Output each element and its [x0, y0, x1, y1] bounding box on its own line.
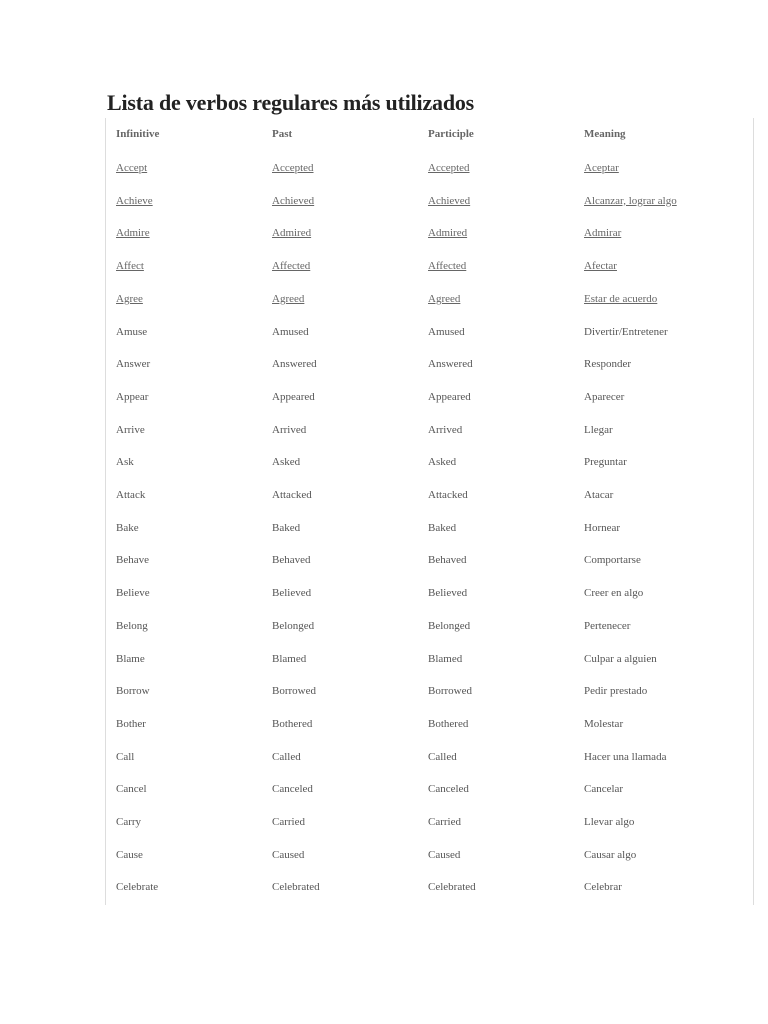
cell-participle: Bothered: [428, 717, 469, 730]
cell-participle: Borrowed: [428, 685, 472, 698]
cell-participle: Asked: [428, 456, 457, 469]
cell-meaning: Celebrar: [584, 881, 622, 894]
cell-meaning: Atacar: [584, 489, 614, 501]
cell-past[interactable]: Accepted: [272, 162, 314, 174]
cell-participle: Arrived: [428, 423, 463, 436]
cell-infinitive: Appear: [116, 390, 149, 403]
header-meaning: Meaning: [584, 128, 626, 140]
table-row[interactable]: [106, 289, 753, 309]
cell-infinitive[interactable]: Affect: [116, 260, 144, 273]
cell-participle[interactable]: Accepted: [428, 162, 470, 174]
cell-infinitive: Ask: [116, 456, 134, 469]
cell-participle: Believed: [428, 587, 468, 600]
table-row: [106, 714, 753, 734]
cell-past: Behaved: [272, 554, 311, 567]
header-infinitive: Infinitive: [116, 128, 160, 140]
table-row: [106, 322, 753, 342]
cell-participle: Celebrated: [428, 881, 476, 894]
table-row: [106, 616, 753, 636]
cell-participle: Belonged: [428, 619, 471, 632]
table-row: [106, 485, 753, 505]
cell-past: Caused: [272, 848, 305, 861]
cell-past: Appeared: [272, 390, 315, 403]
cell-past: Called: [272, 750, 301, 763]
cell-participle[interactable]: Agreed: [428, 292, 461, 305]
cell-infinitive: Belong: [116, 619, 148, 632]
cell-infinitive: Amuse: [116, 325, 148, 338]
cell-participle: Blamed: [428, 652, 463, 665]
cell-participle: Appeared: [428, 390, 471, 403]
table-row: [106, 354, 753, 374]
cell-participle: Called: [428, 750, 457, 763]
cell-meaning: Pedir prestado: [584, 685, 648, 698]
table-row: [106, 583, 753, 603]
cell-meaning: Cancelar: [584, 783, 624, 796]
table-row: [106, 420, 753, 440]
cell-meaning: Preguntar: [584, 456, 627, 469]
cell-infinitive: Behave: [116, 554, 149, 567]
cell-participle: Behaved: [428, 554, 467, 567]
table-row: [106, 550, 753, 570]
cell-meaning: Culpar a alguien: [584, 652, 657, 665]
cell-infinitive[interactable]: Achieve: [116, 194, 153, 207]
table-header-row: [106, 124, 753, 144]
cell-meaning[interactable]: Afectar: [584, 260, 617, 273]
cell-past: Amused: [272, 325, 309, 338]
cell-infinitive[interactable]: Agree: [116, 292, 143, 305]
table-row: [106, 681, 753, 701]
cell-meaning: Causar algo: [584, 848, 637, 861]
cell-participle: Canceled: [428, 783, 469, 796]
cell-meaning: Llevar algo: [584, 816, 635, 828]
table-row: [106, 747, 753, 767]
cell-infinitive: Call: [116, 750, 135, 763]
cell-meaning: Responder: [584, 358, 632, 371]
header-participle: Participle: [428, 128, 474, 140]
cell-participle[interactable]: Affected: [428, 260, 467, 273]
cell-past: Attacked: [272, 489, 312, 501]
header-past: Past: [272, 128, 293, 140]
cell-participle: Carried: [428, 816, 461, 828]
table-row[interactable]: [106, 223, 753, 243]
cell-infinitive: Answer: [116, 358, 151, 371]
cell-past[interactable]: Admired: [272, 227, 312, 240]
table-row: [106, 845, 753, 865]
verb-table: [105, 118, 754, 905]
cell-past: Answered: [272, 358, 317, 371]
cell-past: Baked: [272, 521, 301, 534]
cell-infinitive: Cause: [116, 848, 143, 861]
cell-meaning: Hornear: [584, 521, 621, 534]
cell-past[interactable]: Agreed: [272, 292, 305, 305]
cell-infinitive[interactable]: Accept: [116, 162, 148, 174]
table-row[interactable]: [106, 256, 753, 276]
table-row: [106, 779, 753, 799]
table-row: [106, 649, 753, 669]
cell-infinitive: Celebrate: [116, 881, 159, 894]
cell-past: Asked: [272, 456, 301, 469]
cell-participle: Baked: [428, 521, 457, 534]
cell-past: Belonged: [272, 619, 315, 632]
cell-past[interactable]: Achieved: [272, 194, 315, 207]
cell-past: Celebrated: [272, 881, 320, 894]
cell-past: Canceled: [272, 783, 313, 796]
table-row: [106, 452, 753, 472]
cell-meaning: Pertenecer: [584, 619, 631, 632]
cell-meaning[interactable]: Estar de acuerdo: [584, 292, 658, 305]
cell-past: Believed: [272, 587, 312, 600]
table-row[interactable]: [106, 158, 753, 178]
cell-participle: Attacked: [428, 489, 468, 501]
cell-meaning: Llegar: [584, 423, 613, 436]
cell-infinitive: Arrive: [116, 423, 145, 436]
cell-past[interactable]: Affected: [272, 260, 311, 273]
cell-infinitive: Bake: [116, 521, 139, 534]
table-row: [106, 812, 753, 832]
table-row[interactable]: [106, 191, 753, 211]
cell-past: Carried: [272, 816, 305, 828]
cell-participle: Caused: [428, 848, 461, 861]
cell-participle[interactable]: Achieved: [428, 194, 471, 207]
cell-infinitive: Believe: [116, 587, 150, 600]
table-row: [106, 387, 753, 407]
cell-past: Bothered: [272, 717, 313, 730]
cell-participle: Answered: [428, 358, 473, 371]
cell-meaning[interactable]: Admirar: [584, 227, 622, 240]
cell-meaning: Hacer una llamada: [584, 750, 667, 763]
cell-infinitive: Carry: [116, 816, 142, 828]
cell-infinitive: Attack: [116, 489, 146, 501]
cell-meaning: Divertir/Entretener: [584, 325, 668, 338]
cell-meaning: Comportarse: [584, 554, 641, 567]
page-title: Lista de verbos regulares más utilizados: [107, 90, 475, 115]
cell-infinitive: Borrow: [116, 685, 150, 698]
cell-meaning[interactable]: Alcanzar, lograr algo: [584, 194, 677, 207]
cell-infinitive[interactable]: Admire: [116, 227, 150, 240]
cell-meaning: Creer en algo: [584, 587, 644, 600]
cell-infinitive: Blame: [116, 652, 145, 665]
cell-infinitive: Cancel: [116, 783, 147, 796]
cell-past: Arrived: [272, 423, 307, 436]
table-row: [106, 518, 753, 538]
cell-past: Borrowed: [272, 685, 316, 698]
cell-participle: Amused: [428, 325, 465, 338]
cell-meaning: Molestar: [584, 717, 624, 730]
cell-meaning[interactable]: Aceptar: [584, 162, 619, 174]
cell-infinitive: Bother: [116, 717, 146, 730]
cell-participle[interactable]: Admired: [428, 227, 468, 240]
cell-past: Blamed: [272, 652, 307, 665]
cell-meaning: Aparecer: [584, 390, 625, 403]
table-row: [106, 877, 753, 897]
